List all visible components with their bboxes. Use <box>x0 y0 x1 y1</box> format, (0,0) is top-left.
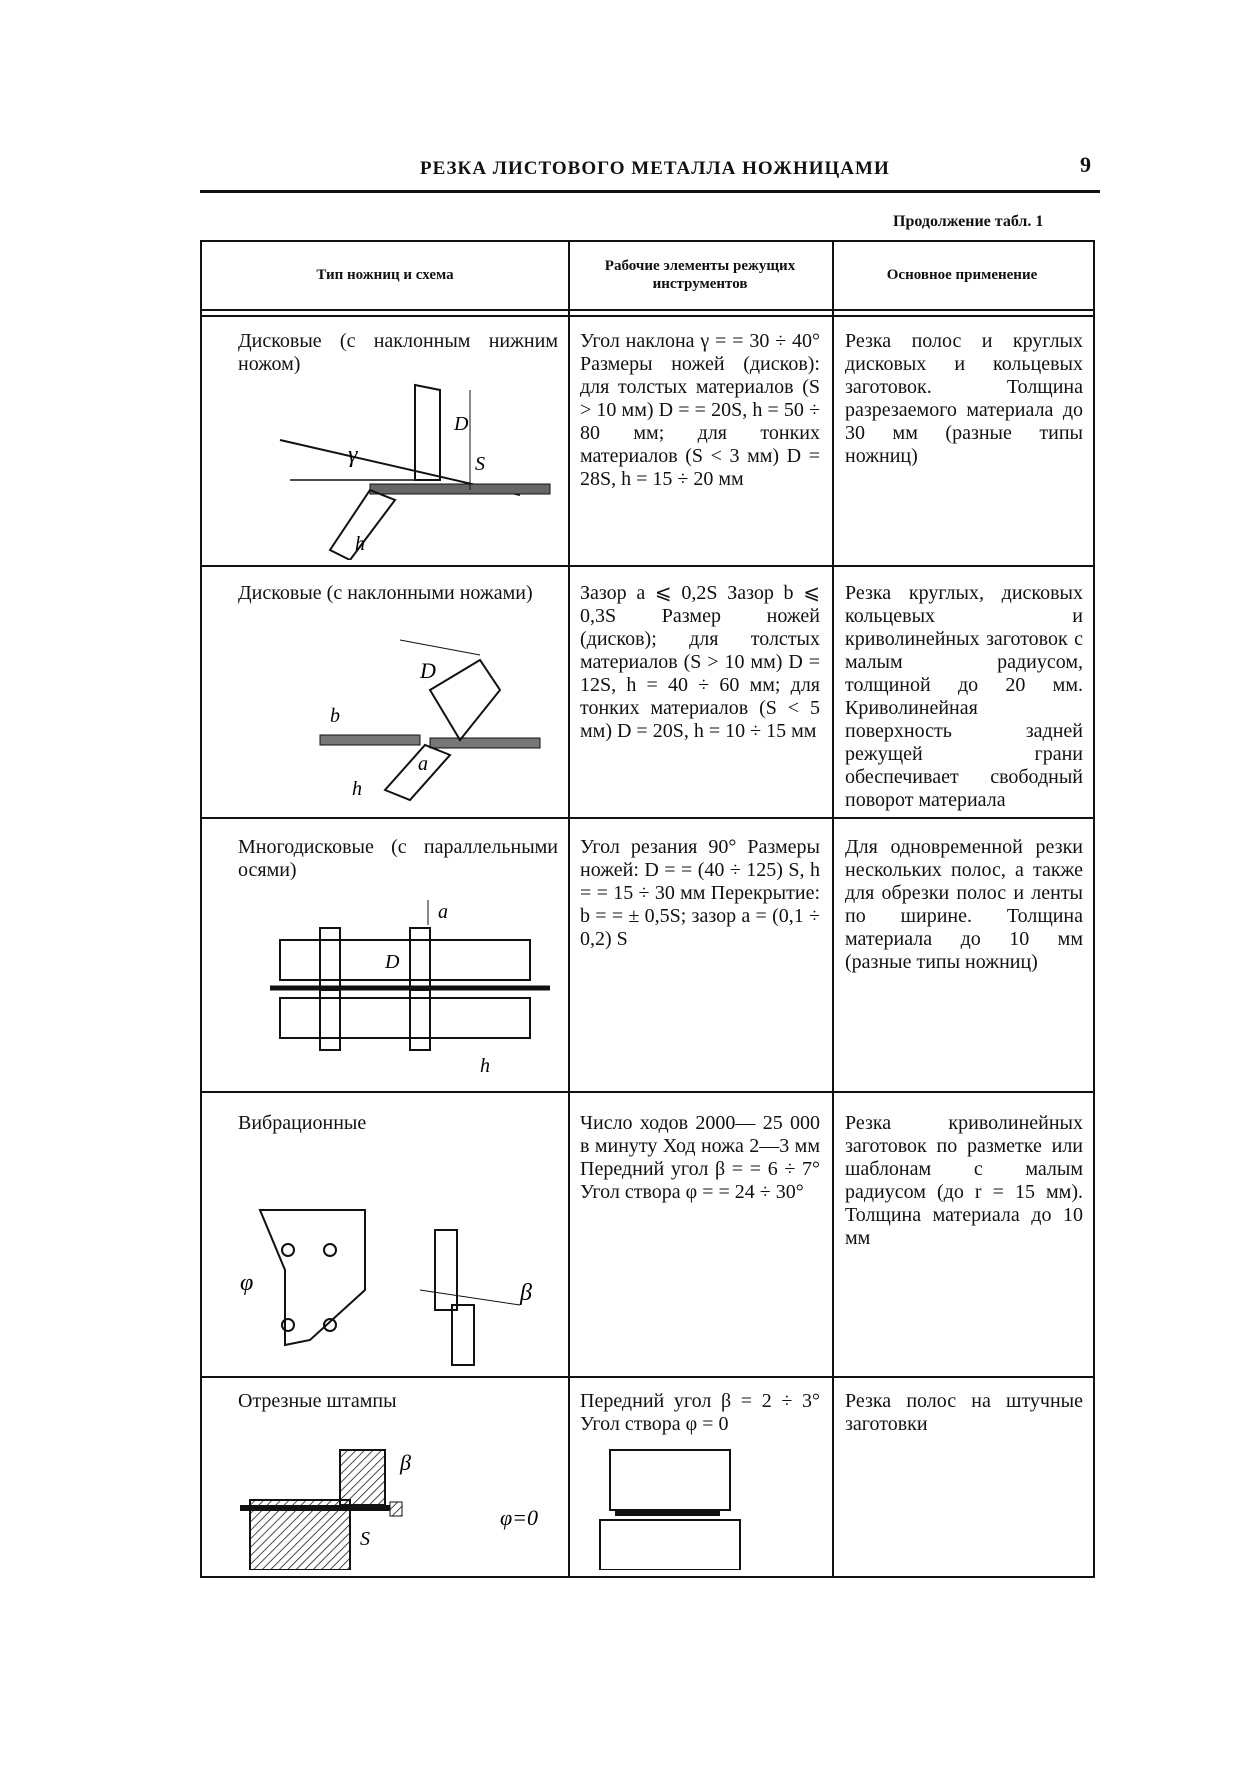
row4-label-beta: β <box>520 1280 532 1306</box>
row-divider-4 <box>200 1376 1095 1378</box>
row2-label-D: D <box>420 658 436 683</box>
page-number: 9 <box>1080 152 1091 177</box>
table-border-top <box>200 240 1095 242</box>
row2-elements: Зазор a ⩽ 0,2S Зазор b ⩽ 0,3S Размер ножей (дисков); для толстых материалов (S > 10 мм) D = 12S, h = 40 ÷ 60 мм; для тонких материалов (S < 5 мм) D = 20S, h = 10 ÷ 15 мм <box>580 582 820 742</box>
row3-label-a: a <box>438 901 448 923</box>
column-header-type: Тип ножниц и схема <box>316 267 454 283</box>
row4-elements: Число ходов 2000— 25 000 в минуту Ход ножа 2—3 мм Передний угол β = = 6 ÷ 7° Угол створа φ = = 24 ÷ 30° <box>580 1112 820 1203</box>
row-divider-3 <box>200 1091 1095 1093</box>
row2-label-b: b <box>330 705 340 727</box>
header-divider <box>200 309 1095 311</box>
multi-disk-shear-diagram <box>260 900 560 1080</box>
row1-label-h: h <box>355 533 365 555</box>
row5-elements: Передний угол β = 2 ÷ 3° Угол створа φ = 0 <box>580 1390 820 1435</box>
row1-label-gamma: γ <box>348 442 358 468</box>
row3-label-D: D <box>385 951 400 973</box>
row2-label-a: a <box>418 753 428 775</box>
row5-label-S: S <box>360 1528 370 1550</box>
row5-label-phi0: φ=0 <box>500 1505 539 1530</box>
column-header-elements: Рабочие элементы режущих инструментов <box>604 258 796 292</box>
row4-label-phi: φ <box>240 1270 254 1296</box>
row1-label-D: D <box>454 413 469 435</box>
row5-label-beta: β <box>400 1450 411 1475</box>
row3-application: Для одновременной резки нескольких полос, а также для обрезки полос и ленты по ширине. Толщина материала до 10 мм (разные типы ножниц) <box>845 836 1083 973</box>
row1-diagram <box>260 380 560 560</box>
header-divider-double <box>200 315 1095 317</box>
header-rule <box>200 190 1100 193</box>
row5-diagram <box>240 1430 800 1570</box>
row2-diagram <box>310 630 550 810</box>
page-title: РЕЗКА ЛИСТОВОГО МЕТАЛЛА НОЖНИЦАМИ <box>420 158 890 179</box>
table-continuation-label: Продолжение табл. 1 <box>893 213 1044 230</box>
row4-diagram <box>220 1140 560 1370</box>
cut-off-die-diagram <box>240 1430 800 1570</box>
row3-type: Многодисковые (с параллельными осями) <box>238 836 558 881</box>
row3-label-h: h <box>480 1055 490 1077</box>
row5-application: Резка полос на штучные заготовки <box>845 1390 1083 1435</box>
row4-application: Резка криволинейных заготовок по разметке или шаблонам с малым радиусом (до r = 15 мм). Толщина материала до 10 мм <box>845 1112 1083 1249</box>
disk-shear-inclined-lower-diagram <box>260 380 560 560</box>
row5-type: Отрезные штампы <box>238 1390 397 1412</box>
row1-application: Резка полос и круглых дисковых и кольцевых заготовок. Толщина разрезаемого материала до 30 мм (разные типы ножниц) <box>845 330 1083 467</box>
vibration-shear-diagram <box>220 1140 560 1370</box>
table-border-bottom <box>200 1576 1095 1578</box>
row2-application: Резка круглых, дисковых кольцевых и криволинейных заготовок с малым радиусом, толщиной до 20 мм. Криволинейная поверхность задней режущей грани обеспечивает свободный поворот материала <box>845 582 1083 811</box>
row-divider-1 <box>200 565 1095 567</box>
column-header-application: Основное применение <box>886 267 1038 283</box>
row2-label-h: h <box>352 778 362 800</box>
row1-type: Дисковые (с наклонным нижним ножом) <box>238 330 558 375</box>
disk-shear-inclined-knives-diagram <box>310 630 550 810</box>
data-table <box>200 240 1097 1578</box>
row1-label-S: S <box>475 453 485 475</box>
row3-elements: Угол резания 90° Размеры ножей: D = = (40 ÷ 125) S, h = = 15 ÷ 30 мм Перекрытие: b = = ± 0,5S; зазор a = (0,1 ÷ 0,2) S <box>580 836 820 950</box>
row4-type: Вибрационные <box>238 1112 367 1134</box>
row2-type: Дисковые (с наклонными ножами) <box>238 582 533 604</box>
row3-diagram <box>260 900 560 1080</box>
row-divider-2 <box>200 817 1095 819</box>
row1-elements: Угол наклона γ = = 30 ÷ 40° Размеры ножей (дисков): для толстых материалов (S > 10 мм) D = = 20S, h = 50 ÷ 80 мм; для тонких материалов (S < 3 мм) D = 28S, h = 15 ÷ 20 мм <box>580 330 820 490</box>
